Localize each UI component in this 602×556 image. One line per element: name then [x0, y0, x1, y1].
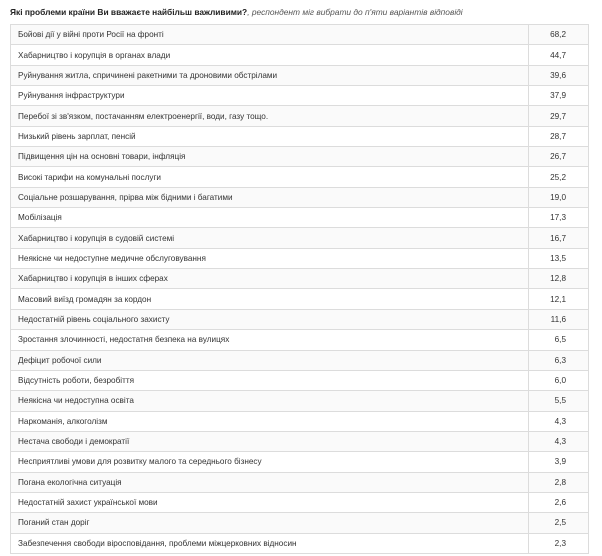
table-row — [11, 431, 589, 451]
table-row — [11, 106, 589, 126]
table-row — [11, 472, 589, 492]
percent-value: 6,0 — [529, 370, 589, 390]
table-row — [11, 289, 589, 309]
table-row — [11, 147, 589, 167]
table-row — [11, 350, 589, 370]
table-row — [11, 86, 589, 106]
problem-label: Зростання злочинності, недостатня безпека на вулицях — [11, 330, 529, 350]
percent-value: 3,9 — [529, 452, 589, 472]
percent-value: 11,6 — [529, 309, 589, 329]
problem-label: Підвищення цін на основні товари, інфляція — [11, 147, 529, 167]
problem-label: Мобілізація — [11, 208, 529, 228]
percent-value: 17,3 — [529, 208, 589, 228]
percent-value: 25,2 — [529, 167, 589, 187]
problem-label: Хабарництво і корупція в судовій системі — [11, 228, 529, 248]
problem-label: Соціальне розшарування, прірва між бідними і багатими — [11, 187, 529, 207]
percent-value: 26,7 — [529, 147, 589, 167]
percent-value: 13,5 — [529, 248, 589, 268]
percent-value: 4,3 — [529, 411, 589, 431]
table-row — [11, 533, 589, 553]
percent-value: 68,2 — [529, 25, 589, 45]
table-row — [11, 25, 589, 45]
percent-value: 6,5 — [529, 330, 589, 350]
problem-label: Бойові дії у війні проти Росії на фронті — [11, 25, 529, 45]
problem-label: Неякісне чи недоступне медичне обслуговування — [11, 248, 529, 268]
table-row — [11, 126, 589, 146]
percent-value: 2,8 — [529, 472, 589, 492]
problem-label: Неякісна чи недоступна освіта — [11, 391, 529, 411]
percent-value: 12,8 — [529, 269, 589, 289]
percent-value: 29,7 — [529, 106, 589, 126]
table-row — [11, 370, 589, 390]
percent-value: 2,3 — [529, 533, 589, 553]
table-row — [11, 330, 589, 350]
percent-value: 37,9 — [529, 86, 589, 106]
survey-results-table — [10, 24, 589, 554]
percent-value: 12,1 — [529, 289, 589, 309]
problem-label: Погана екологічна ситуація — [11, 472, 529, 492]
table-row — [11, 208, 589, 228]
table-row — [11, 269, 589, 289]
percent-value: 4,3 — [529, 431, 589, 451]
problem-label: Хабарництво і корупція в інших сферах — [11, 269, 529, 289]
percent-value: 44,7 — [529, 45, 589, 65]
table-row — [11, 391, 589, 411]
problem-label: Перебої зі зв'язком, постачанням електроенергії, води, газу тощо. — [11, 106, 529, 126]
table-row — [11, 45, 589, 65]
problem-label: Недостатній рівень соціального захисту — [11, 309, 529, 329]
table-row — [11, 452, 589, 472]
problem-label: Низький рівень зарплат, пенсій — [11, 126, 529, 146]
problem-label: Руйнування інфраструктури — [11, 86, 529, 106]
table-body — [11, 25, 589, 554]
problem-label: Хабарництво і корупція в органах влади — [11, 45, 529, 65]
problem-label: Забезпечення свободи віросповідання, проблеми міжцерковних відносин — [11, 533, 529, 553]
problem-label: Масовий виїзд громадян за кордон — [11, 289, 529, 309]
problem-label: Нестача свободи і демократії — [11, 431, 529, 451]
problem-label: Руйнування житла, спричинені ракетними та дроновими обстрілами — [11, 65, 529, 85]
table-row — [11, 513, 589, 533]
table-row — [11, 167, 589, 187]
percent-value: 16,7 — [529, 228, 589, 248]
problem-label: Недостатній захист української мови — [11, 492, 529, 512]
problem-label: Несприятливі умови для розвитку малого та середнього бізнесу — [11, 452, 529, 472]
table-row — [11, 248, 589, 268]
percent-value: 2,6 — [529, 492, 589, 512]
problem-label: Високі тарифи на комунальні послуги — [11, 167, 529, 187]
percent-value: 6,3 — [529, 350, 589, 370]
table-caption — [10, 6, 596, 18]
question-text: Які проблеми країни Ви вважаєте найбільш важливими? — [10, 7, 248, 17]
respondent-note: , респондент міг вибрати до п'яти варіантів відповіді — [247, 7, 463, 17]
table-row — [11, 65, 589, 85]
problem-label: Відсутність роботи, безробіття — [11, 370, 529, 390]
problem-label: Дефіцит робочої сили — [11, 350, 529, 370]
table-row — [11, 309, 589, 329]
problem-label: Поганий стан доріг — [11, 513, 529, 533]
table-row — [11, 187, 589, 207]
table-row — [11, 228, 589, 248]
table-row — [11, 492, 589, 512]
percent-value: 19,0 — [529, 187, 589, 207]
percent-value: 28,7 — [529, 126, 589, 146]
problem-label: Наркоманія, алкоголізм — [11, 411, 529, 431]
percent-value: 5,5 — [529, 391, 589, 411]
percent-value: 39,6 — [529, 65, 589, 85]
percent-value: 2,5 — [529, 513, 589, 533]
table-row — [11, 411, 589, 431]
